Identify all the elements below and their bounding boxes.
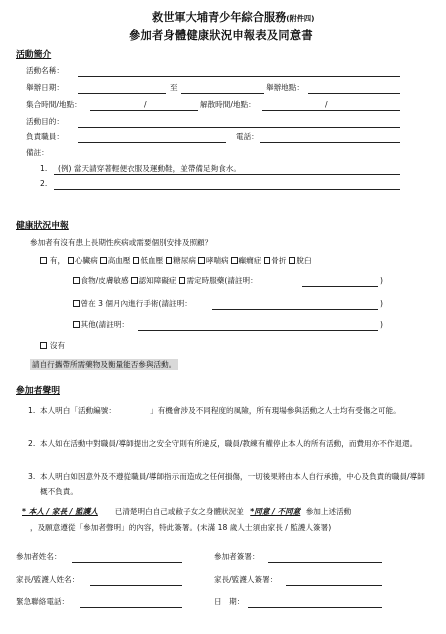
attachment-label: (附件四) <box>286 14 315 23</box>
condition-row-3 <box>73 300 192 308</box>
surgery-close: ) <box>380 299 383 308</box>
yes-checkbox[interactable] <box>40 257 47 264</box>
medication-field[interactable] <box>302 286 378 287</box>
declaration-2-number: 2. <box>28 439 36 448</box>
surgery-field[interactable] <box>212 309 378 310</box>
medication-checkbox[interactable] <box>179 277 186 284</box>
other-checkbox[interactable] <box>73 321 80 328</box>
condition-row-2 <box>73 277 258 285</box>
no-checkbox[interactable] <box>40 342 47 349</box>
participant-sign-label: 參加者簽署： <box>214 552 260 561</box>
assembly-label: 集合時間/地點： <box>26 100 82 109</box>
participant-sign-field[interactable] <box>268 562 382 563</box>
date-to-label: 至 <box>170 83 178 92</box>
assembly-field[interactable] <box>90 110 198 111</box>
guardian-sign-field[interactable] <box>286 585 382 586</box>
heart-disease-checkbox[interactable] <box>68 257 75 264</box>
fracture-checkbox[interactable] <box>264 257 271 264</box>
declaration-3-text: 本人明白如因意外及不遵從職員/導師指示而造成之任何損傷，一切後果將由本人自行承擔，中心及負責的職員/導師概不負責。 <box>40 472 425 496</box>
participant-name-field[interactable] <box>72 562 182 563</box>
condition-row-4 <box>73 321 129 329</box>
remark-1-field[interactable] <box>54 174 400 175</box>
medication-note-text: 請自行攜帶所需藥物及衡量能否參與活動。 <box>32 360 177 369</box>
activity-name-label: 活動名稱： <box>26 66 64 75</box>
declaration-3-number: 3. <box>28 472 36 481</box>
consent-line-1 <box>22 508 351 516</box>
diabetes-label: 糖尿病 <box>173 256 196 265</box>
remark-2-number: 2. <box>40 179 48 188</box>
hypotension-checkbox[interactable] <box>133 257 140 264</box>
date-sign-label: 日 期： <box>214 597 245 606</box>
medication-note <box>30 361 178 369</box>
other-label: 其他(請註明： <box>80 320 130 329</box>
allergy-label: 食物/皮膚敏感 <box>80 276 129 285</box>
form-title <box>152 12 314 23</box>
dislocation-checkbox[interactable] <box>289 257 296 264</box>
dismiss-slash: / <box>325 100 328 109</box>
medication-label: 需定時服藥(請註明： <box>186 276 258 285</box>
surgery-checkbox[interactable] <box>73 300 80 307</box>
declaration-1-text: 本人明白「活動編號： 」有機會涉及不同程度的風險，所有現場參與活動之人士均有受傷之可能。 <box>40 406 401 415</box>
phone-label: 電話： <box>236 132 259 141</box>
remark-1-text: (例) 當天請穿著輕便衣服及運動鞋，並帶備足夠食水。 <box>58 164 241 173</box>
guardian-sign-label: 家長/監護人簽署： <box>214 575 278 584</box>
dementia-label: 認知障礙症 <box>138 276 177 285</box>
activity-section-heading: 活動簡介 <box>16 50 52 60</box>
declaration-2-text: 本人如在活動中對職員/導師提出之安全守則有所違反，職員/教練有權停止本人的所有活動，而費用亦不作退還。 <box>40 439 418 448</box>
hypertension-checkbox[interactable] <box>100 257 107 264</box>
date-sign-field[interactable] <box>248 607 382 608</box>
hypertension-label: 高血壓 <box>107 256 131 265</box>
surgery-label: 曾在 3 個月內進行手術(請註明： <box>80 299 192 308</box>
purpose-label: 活動目的： <box>26 117 64 126</box>
consent-line-2: ，及願意遵從「參加者聲明」的內容，特此簽署。(未滿 18 歲人士須由家長 / 監護人簽署) <box>30 523 332 532</box>
end-date-field[interactable] <box>181 93 264 94</box>
dismiss-field[interactable] <box>262 110 400 111</box>
form-subtitle: 參加者身體健康狀況申報表及同意書 <box>129 29 313 42</box>
phone-field[interactable] <box>260 142 400 143</box>
purpose-field[interactable] <box>78 127 400 128</box>
start-date-field[interactable] <box>78 93 166 94</box>
consent-text-2: 參加上述活動 <box>305 507 352 516</box>
remark-1-number: 1. <box>40 164 48 173</box>
guardian-name-label: 家長/監護人姓名： <box>16 575 80 584</box>
epilepsy-checkbox[interactable] <box>231 257 238 264</box>
consent-role-options: * 本人 / 家長 / 監護人 <box>22 507 98 516</box>
remarks-label: 備註： <box>26 148 49 157</box>
other-field[interactable] <box>138 330 378 331</box>
no-option <box>40 342 65 350</box>
assembly-slash: / <box>144 100 147 109</box>
condition-row-1 <box>40 257 312 265</box>
heart-disease-label: 心臟病 <box>75 256 98 265</box>
dementia-checkbox[interactable] <box>131 277 138 284</box>
other-close: ) <box>380 320 383 329</box>
asthma-label: 哮喘病 <box>205 256 229 265</box>
health-section-heading: 健康狀況申報 <box>16 221 69 231</box>
epilepsy-label: 癲癇症 <box>238 256 262 265</box>
date-label: 舉辦日期： <box>26 83 64 92</box>
medication-close: ) <box>380 276 383 285</box>
health-question: 參加者有沒有患上長期性疾病或需要個別安排及照顧？ <box>30 238 213 247</box>
emergency-phone-field[interactable] <box>80 607 182 608</box>
asthma-checkbox[interactable] <box>198 257 205 264</box>
guardian-name-field[interactable] <box>90 585 182 586</box>
diabetes-checkbox[interactable] <box>166 257 173 264</box>
remark-2-field[interactable] <box>54 189 400 190</box>
fracture-label: 骨折 <box>271 256 287 265</box>
consent-text-1: 已清楚明白自己或敝子女之身體狀況並 <box>114 507 244 516</box>
dismiss-label: 解散時間/地點： <box>200 100 256 109</box>
declaration-1-number: 1. <box>28 406 36 415</box>
emergency-phone-label: 緊急聯絡電話： <box>16 597 70 606</box>
participant-name-label: 參加者姓名： <box>16 552 62 561</box>
form-title-main: 救世軍大埔青少年綜合服務 <box>152 11 287 24</box>
consent-agree-options: *同意 / 不同意 <box>250 507 301 516</box>
yes-label: 有， <box>49 256 66 265</box>
venue-label: 舉辦地點： <box>266 83 304 92</box>
no-label: 沒有 <box>49 341 66 350</box>
venue-field[interactable] <box>308 93 400 94</box>
allergy-checkbox[interactable] <box>73 277 80 284</box>
dislocation-label: 脫臼 <box>296 256 312 265</box>
staff-label: 負責職員： <box>26 132 64 141</box>
activity-name-field[interactable] <box>78 76 400 77</box>
staff-field[interactable] <box>78 142 226 143</box>
hypotension-label: 低血壓 <box>140 256 164 265</box>
declaration-section-heading: 參加者聲明 <box>16 386 60 396</box>
